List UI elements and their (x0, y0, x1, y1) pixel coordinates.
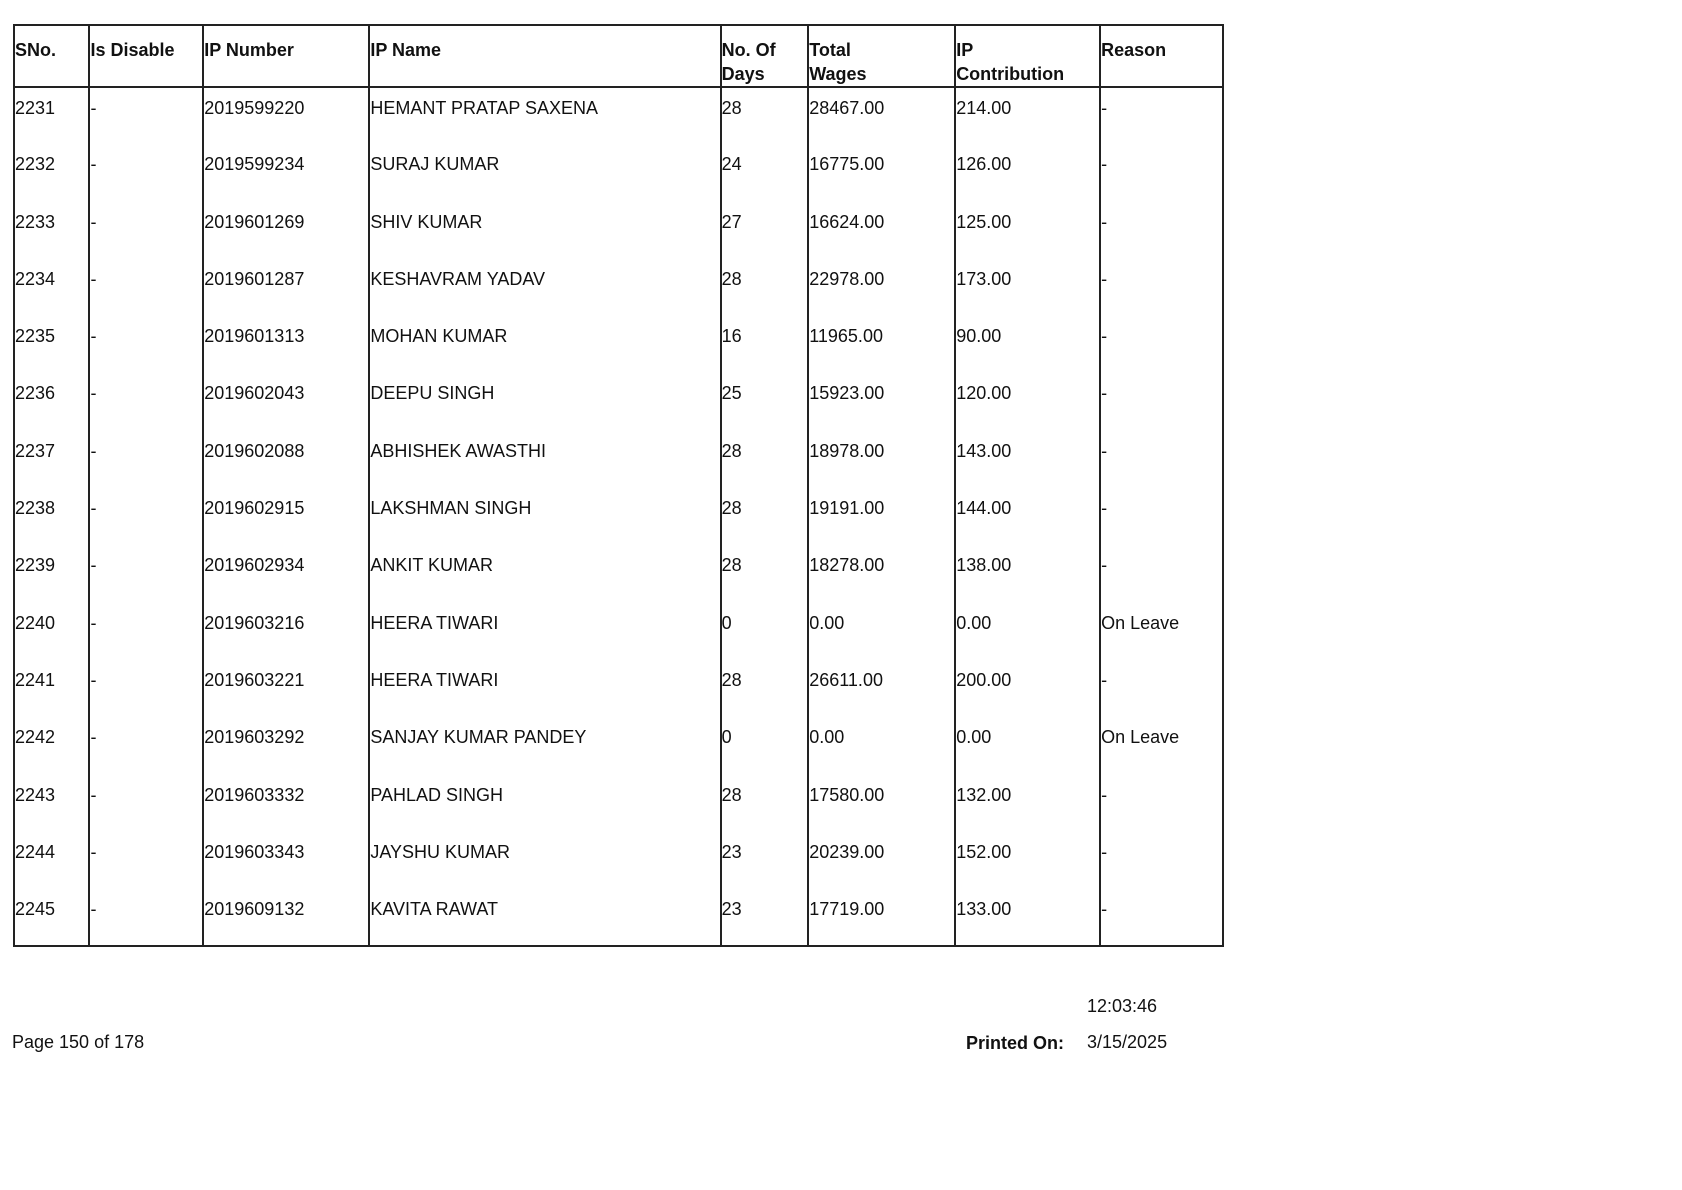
cell-ip-name: DEEPU SINGH (369, 373, 720, 430)
table-row (14, 87, 1223, 144)
cell-ip-name: KAVITA RAWAT (369, 889, 720, 946)
cell-contribution: 214.00 (955, 87, 1100, 144)
cell-ip-name: SANJAY KUMAR PANDEY (369, 717, 720, 774)
cell-wages: 20239.00 (808, 832, 955, 889)
printed-date: 3/15/2025 (1087, 1032, 1168, 1052)
cell-days: 23 (721, 832, 809, 889)
cell-ip-name: JAYSHU KUMAR (369, 832, 720, 889)
table-row (14, 889, 1223, 946)
cell-contribution: 133.00 (955, 889, 1100, 946)
cell-days: 28 (721, 87, 809, 144)
cell-reason: - (1100, 545, 1223, 602)
header-no-of-days (721, 25, 809, 87)
cell-days: 28 (721, 431, 809, 488)
table-row (14, 259, 1223, 316)
table-row (14, 316, 1223, 373)
table-body (14, 87, 1223, 946)
contribution-table (13, 24, 1224, 947)
cell-is-disable: - (89, 603, 203, 660)
cell-is-disable: - (89, 87, 203, 144)
cell-sno: 2233 (14, 202, 89, 259)
cell-is-disable: - (89, 144, 203, 201)
table-row (14, 431, 1223, 488)
cell-reason: On Leave (1100, 603, 1223, 660)
cell-reason: - (1100, 373, 1223, 430)
cell-ip-name: KESHAVRAM YADAV (369, 259, 720, 316)
cell-ip-number: 2019602088 (203, 431, 369, 488)
table-row (14, 832, 1223, 889)
cell-ip-name: ANKIT KUMAR (369, 545, 720, 602)
cell-days: 24 (721, 144, 809, 201)
cell-is-disable: - (89, 259, 203, 316)
cell-wages: 18278.00 (808, 545, 955, 602)
header-ip-number: IP Number (203, 25, 369, 87)
cell-sno: 2232 (14, 144, 89, 201)
cell-wages: 28467.00 (808, 87, 955, 144)
cell-wages: 22978.00 (808, 259, 955, 316)
table-row (14, 202, 1223, 259)
cell-contribution: 90.00 (955, 316, 1100, 373)
cell-wages: 16624.00 (808, 202, 955, 259)
header-no-of-days-line2: Days (721, 64, 765, 84)
cell-is-disable: - (89, 488, 203, 545)
cell-wages: 0.00 (808, 717, 955, 774)
header-ip-contribution (955, 25, 1100, 87)
cell-is-disable: - (89, 316, 203, 373)
cell-sno: 2235 (14, 316, 89, 373)
cell-wages: 17580.00 (808, 775, 955, 832)
cell-ip-number: 2019602915 (203, 488, 369, 545)
cell-reason: - (1100, 87, 1223, 144)
cell-is-disable: - (89, 202, 203, 259)
cell-contribution: 125.00 (955, 202, 1100, 259)
header-total-wages-line2: Wages (809, 64, 867, 84)
cell-ip-name: HEERA TIWARI (369, 603, 720, 660)
cell-contribution: 0.00 (955, 603, 1100, 660)
cell-is-disable: - (89, 832, 203, 889)
table-row (14, 373, 1223, 430)
cell-reason: - (1100, 316, 1223, 373)
table-header-row (14, 25, 1223, 87)
cell-contribution: 126.00 (955, 144, 1100, 201)
cell-reason: On Leave (1100, 717, 1223, 774)
cell-days: 0 (721, 717, 809, 774)
cell-days: 28 (721, 545, 809, 602)
header-no-of-days-line1: No. Of (721, 40, 776, 60)
cell-reason: - (1100, 660, 1223, 717)
cell-wages: 15923.00 (808, 373, 955, 430)
cell-ip-number: 2019601313 (203, 316, 369, 373)
cell-ip-name: SURAJ KUMAR (369, 144, 720, 201)
cell-contribution: 144.00 (955, 488, 1100, 545)
cell-contribution: 132.00 (955, 775, 1100, 832)
cell-days: 25 (721, 373, 809, 430)
printed-time: 12:03:46 (1087, 996, 1158, 1016)
header-ip-contribution-line1: IP (956, 40, 974, 60)
cell-contribution: 152.00 (955, 832, 1100, 889)
table-row (14, 488, 1223, 545)
cell-ip-name: HEMANT PRATAP SAXENA (369, 87, 720, 144)
cell-reason: - (1100, 775, 1223, 832)
cell-sno: 2231 (14, 87, 89, 144)
cell-sno: 2236 (14, 373, 89, 430)
table-row (14, 545, 1223, 602)
cell-ip-number: 2019609132 (203, 889, 369, 946)
cell-ip-name: MOHAN KUMAR (369, 316, 720, 373)
cell-sno: 2240 (14, 603, 89, 660)
cell-is-disable: - (89, 889, 203, 946)
header-ip-contribution-line2: Contribution (956, 64, 1065, 84)
cell-sno: 2239 (14, 545, 89, 602)
cell-contribution: 200.00 (955, 660, 1100, 717)
cell-ip-number: 2019603292 (203, 717, 369, 774)
cell-contribution: 138.00 (955, 545, 1100, 602)
cell-ip-name: PAHLAD SINGH (369, 775, 720, 832)
table-row (14, 603, 1223, 660)
cell-days: 28 (721, 488, 809, 545)
cell-sno: 2237 (14, 431, 89, 488)
cell-is-disable: - (89, 431, 203, 488)
table-row (14, 144, 1223, 201)
header-total-wages (808, 25, 955, 87)
cell-wages: 18978.00 (808, 431, 955, 488)
cell-reason: - (1100, 832, 1223, 889)
cell-wages: 26611.00 (808, 660, 955, 717)
cell-contribution: 173.00 (955, 259, 1100, 316)
cell-wages: 0.00 (808, 603, 955, 660)
cell-days: 28 (721, 775, 809, 832)
cell-days: 28 (721, 660, 809, 717)
header-ip-name: IP Name (369, 25, 720, 87)
cell-reason: - (1100, 259, 1223, 316)
cell-reason: - (1100, 144, 1223, 201)
cell-reason: - (1100, 202, 1223, 259)
cell-reason: - (1100, 431, 1223, 488)
header-total-wages-line1: Total (809, 40, 851, 60)
cell-ip-number: 2019599220 (203, 87, 369, 144)
cell-ip-number: 2019602043 (203, 373, 369, 430)
header-sno: SNo. (14, 25, 89, 87)
cell-days: 23 (721, 889, 809, 946)
cell-contribution: 0.00 (955, 717, 1100, 774)
cell-is-disable: - (89, 775, 203, 832)
cell-wages: 17719.00 (808, 889, 955, 946)
cell-sno: 2244 (14, 832, 89, 889)
cell-sno: 2234 (14, 259, 89, 316)
cell-wages: 11965.00 (808, 316, 955, 373)
cell-ip-number: 2019603216 (203, 603, 369, 660)
cell-reason: - (1100, 488, 1223, 545)
cell-contribution: 143.00 (955, 431, 1100, 488)
cell-ip-number: 2019603221 (203, 660, 369, 717)
cell-wages: 16775.00 (808, 144, 955, 201)
cell-is-disable: - (89, 373, 203, 430)
cell-days: 28 (721, 259, 809, 316)
cell-days: 27 (721, 202, 809, 259)
cell-ip-number: 2019601287 (203, 259, 369, 316)
page-number: Page 150 of 178 (12, 1032, 145, 1052)
table-row (14, 717, 1223, 774)
cell-ip-name: HEERA TIWARI (369, 660, 720, 717)
cell-is-disable: - (89, 660, 203, 717)
cell-sno: 2243 (14, 775, 89, 832)
cell-sno: 2245 (14, 889, 89, 946)
cell-sno: 2241 (14, 660, 89, 717)
header-reason: Reason (1100, 25, 1223, 87)
cell-ip-name: LAKSHMAN SINGH (369, 488, 720, 545)
cell-is-disable: - (89, 545, 203, 602)
cell-ip-number: 2019603343 (203, 832, 369, 889)
cell-ip-number: 2019602934 (203, 545, 369, 602)
table-row (14, 660, 1223, 717)
cell-is-disable: - (89, 717, 203, 774)
cell-ip-name: SHIV KUMAR (369, 202, 720, 259)
header-is-disable: Is Disable (89, 25, 203, 87)
cell-sno: 2238 (14, 488, 89, 545)
cell-ip-number: 2019601269 (203, 202, 369, 259)
cell-wages: 19191.00 (808, 488, 955, 545)
cell-ip-name: ABHISHEK AWASTHI (369, 431, 720, 488)
printed-on-label: Printed On: (966, 1033, 1064, 1053)
table-row (14, 775, 1223, 832)
cell-contribution: 120.00 (955, 373, 1100, 430)
cell-days: 0 (721, 603, 809, 660)
cell-ip-number: 2019603332 (203, 775, 369, 832)
cell-days: 16 (721, 316, 809, 373)
cell-ip-number: 2019599234 (203, 144, 369, 201)
cell-sno: 2242 (14, 717, 89, 774)
cell-reason: - (1100, 889, 1223, 946)
